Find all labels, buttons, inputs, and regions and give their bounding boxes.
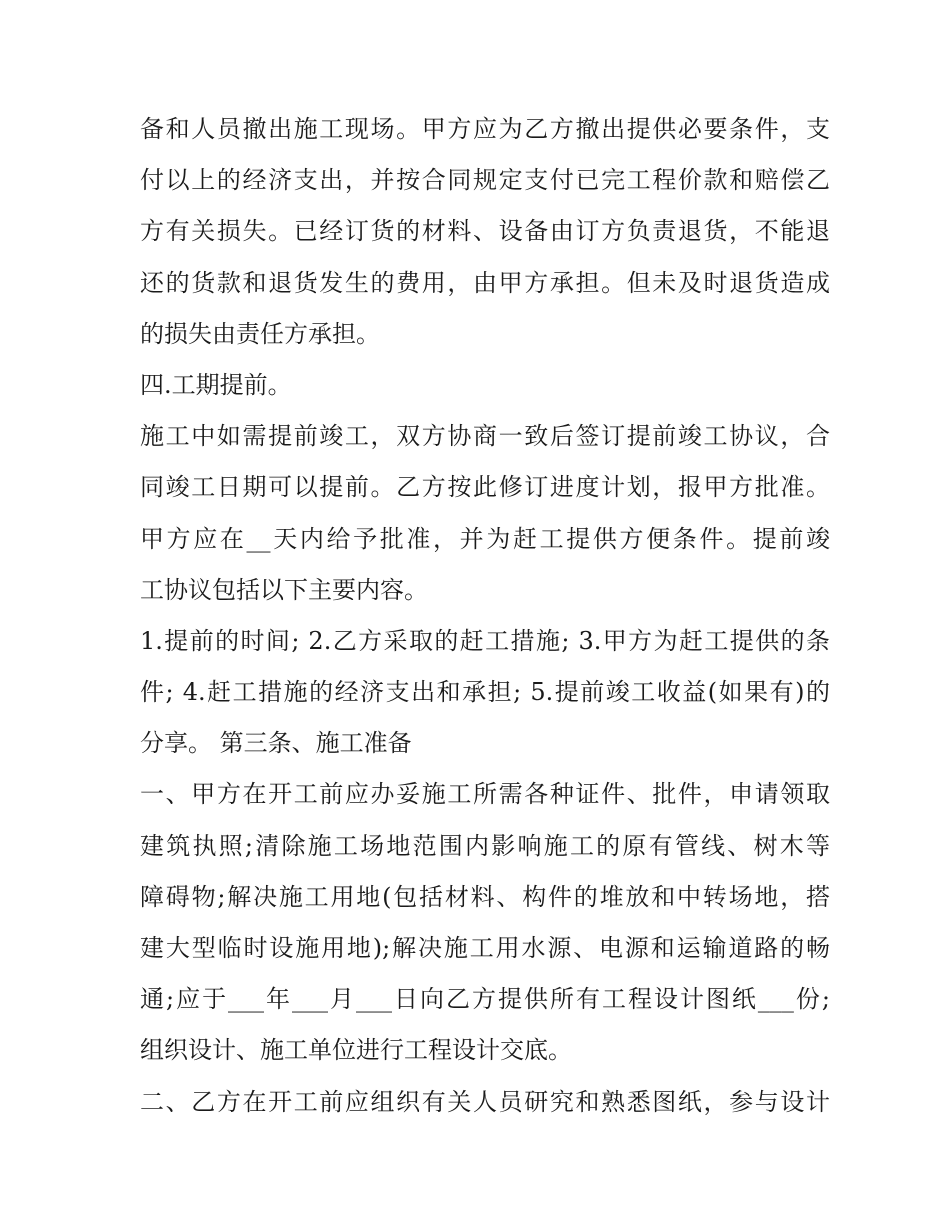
text-line: 工协议包括以下主要内容。 [140, 575, 428, 604]
text-line: 二、乙方在开工前应组织有关人员研究和熟悉图纸，参与设计 [140, 1087, 830, 1116]
text-line: 障碍物;解决施工用地(包括材料、构件的堆放和中转场地，搭 [140, 882, 830, 911]
section-heading: 四.工期提前。 [140, 370, 292, 399]
text-line: 施工中如需提前竣工，双方协商一致后签订提前竣工协议，合 [140, 422, 830, 451]
text-line: 1.提前的时间; 2.乙方采取的赶工措施; 3.甲方为赶工提供的条 [140, 626, 830, 655]
document-body [140, 104, 830, 1128]
text-line: 件; 4.赶工措施的经济支出和承担; 5.提前竣工收益(如果有)的 [140, 678, 830, 707]
text-line: 同竣工日期可以提前。乙方按此修订进度计划，报甲方批准。 [140, 473, 830, 502]
text-line: 一、甲方在开工前应办妥施工所需各种证件、批件，申请领取 [140, 780, 830, 809]
text-line: 组织设计、施工单位进行工程设计交底。 [140, 1036, 572, 1065]
text-line: 方有关损失。已经订货的材料、设备由订方负责退货，不能退 [140, 217, 830, 246]
text-line: 分享。 第三条、施工准备 [140, 729, 412, 758]
text-line: 甲方应在__天内给予批准，并为赶工提供方便条件。提前竣 [140, 524, 830, 553]
text-line: 备和人员撤出施工现场。甲方应为乙方撤出提供必要条件，支 [140, 115, 830, 143]
text-line: 通;应于___年___月___日向乙方提供所有工程设计图纸___份; [140, 985, 830, 1014]
text-line: 的损失由责任方承担。 [140, 319, 380, 348]
text-line: 建大型临时设施用地);解决施工用水源、电源和运输道路的畅 [140, 934, 830, 962]
text-line: 建筑执照;清除施工场地范围内影响施工的原有管线、树木等 [140, 831, 830, 860]
text-line: 付以上的经济支出，并按合同规定支付已完工程价款和赔偿乙 [140, 166, 830, 195]
text-line: 还的货款和退货发生的费用，由甲方承担。但未及时退货造成 [140, 268, 830, 297]
